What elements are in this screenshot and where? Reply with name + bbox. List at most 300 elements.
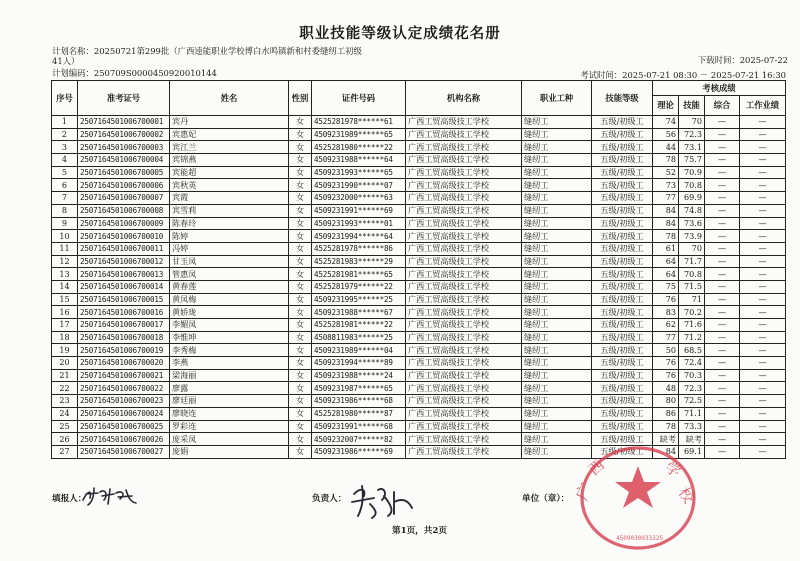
cell-occupation: 缝纫工 xyxy=(522,331,592,344)
cell-skill: 68.5 xyxy=(679,344,705,357)
cell-level: 五级/初级工 xyxy=(592,357,653,370)
cell-overall: — xyxy=(705,141,740,154)
cell-ticket: 2507164501006700022 xyxy=(78,382,170,395)
cell-id: 4509232007******82 xyxy=(312,433,406,446)
cell-skill: 74.8 xyxy=(679,204,705,217)
cell-level: 五级/初级工 xyxy=(592,166,653,179)
cell-work: — xyxy=(740,395,786,408)
cell-level: 五级/初级工 xyxy=(592,230,653,243)
cell-work: — xyxy=(740,179,786,192)
cell-ticket: 2507164501006700004 xyxy=(78,154,170,167)
cell-work: — xyxy=(740,319,786,332)
cell-ticket: 2507164501006700021 xyxy=(78,369,170,382)
header-overall: 综合 xyxy=(705,96,740,116)
cell-work: — xyxy=(740,141,786,154)
cell-id: 4509231991******69 xyxy=(312,204,406,217)
plan-code: 计划编码：250709S000045092001014​4 xyxy=(52,68,217,78)
cell-seq: 12 xyxy=(52,255,78,268)
cell-overall: — xyxy=(705,217,740,230)
cell-level: 五级/初级工 xyxy=(592,217,653,230)
header-theory: 理论 xyxy=(653,96,679,116)
cell-seq: 9 xyxy=(52,217,78,230)
cell-level: 五级/初级工 xyxy=(592,369,653,382)
cell-occupation: 缝纫工 xyxy=(522,293,592,306)
cell-skill: 70 xyxy=(679,242,705,255)
cell-seq: 13 xyxy=(52,268,78,281)
cell-id: 4509231987******65 xyxy=(312,382,406,395)
cell-name: 甘玉凤 xyxy=(170,255,289,268)
cell-org: 广西工贸高级技工学校 xyxy=(406,154,522,167)
cell-org: 广西工贸高级技工学校 xyxy=(406,166,522,179)
cell-ticket: 2507164501006700012 xyxy=(78,255,170,268)
cell-theory: 78 xyxy=(653,230,679,243)
cell-work: — xyxy=(740,420,786,433)
cell-work: — xyxy=(740,192,786,205)
cell-id: 4509231989******04 xyxy=(312,344,406,357)
responsible-label: 负责人： xyxy=(312,494,347,504)
cell-name: 李媚凤 xyxy=(170,319,289,332)
cell-org: 广西工贸高级技工学校 xyxy=(406,242,522,255)
cell-ticket: 2507164501006700006 xyxy=(78,179,170,192)
cell-name: 宾霞 xyxy=(170,192,289,205)
cell-skill: 70.2 xyxy=(679,306,705,319)
cell-gender: 女 xyxy=(289,268,312,281)
cell-ticket: 2507164501006700008 xyxy=(78,204,170,217)
cell-overall: — xyxy=(705,128,740,141)
cell-name: 冯婷 xyxy=(170,242,289,255)
table-row xyxy=(52,420,786,433)
header-gender: 性别 xyxy=(289,81,312,116)
cell-theory: 78 xyxy=(653,154,679,167)
cell-work: — xyxy=(740,217,786,230)
cell-level: 五级/初级工 xyxy=(592,255,653,268)
cell-theory: 50 xyxy=(653,344,679,357)
cell-name: 李惟坤 xyxy=(170,331,289,344)
cell-org: 广西工贸高级技工学校 xyxy=(406,141,522,154)
cell-level: 五级/初级工 xyxy=(592,382,653,395)
cell-theory: 56 xyxy=(653,128,679,141)
cell-gender: 女 xyxy=(289,217,312,230)
cell-id: 4509231986******69 xyxy=(312,445,406,458)
cell-overall: — xyxy=(705,344,740,357)
cell-occupation: 缝纫工 xyxy=(522,357,592,370)
cell-ticket: 2507164501006700013 xyxy=(78,268,170,281)
cell-occupation: 缝纫工 xyxy=(522,382,592,395)
cell-theory: 77 xyxy=(653,192,679,205)
cell-org: 广西工贸高级技工学校 xyxy=(406,445,522,458)
cell-id: 4525281978******86 xyxy=(312,242,406,255)
cell-work: — xyxy=(740,382,786,395)
table-row xyxy=(52,395,786,408)
header-skill: 技能 xyxy=(679,96,705,116)
cell-seq: 27 xyxy=(52,445,78,458)
table-row xyxy=(52,357,786,370)
cell-ticket: 2507164501006700007 xyxy=(78,192,170,205)
cell-occupation: 缝纫工 xyxy=(522,369,592,382)
header-name: 姓名 xyxy=(170,81,289,116)
cell-overall: — xyxy=(705,420,740,433)
cell-overall: — xyxy=(705,166,740,179)
header-level: 技能等级 xyxy=(592,81,653,116)
cell-gender: 女 xyxy=(289,116,312,129)
cell-ticket: 2507164501006700023 xyxy=(78,395,170,408)
cell-seq: 16 xyxy=(52,306,78,319)
cell-overall: — xyxy=(705,369,740,382)
header-occupation: 职业工种 xyxy=(522,81,592,116)
cell-name: 廖廷丽 xyxy=(170,395,289,408)
cell-theory: 62 xyxy=(653,319,679,332)
cell-seq: 24 xyxy=(52,407,78,420)
cell-seq: 15 xyxy=(52,293,78,306)
cell-skill: 71.6 xyxy=(679,319,705,332)
cell-occupation: 缝纫工 xyxy=(522,280,592,293)
cell-skill: 71.1 xyxy=(679,407,705,420)
cell-seq: 7 xyxy=(52,192,78,205)
official-seal-stamp xyxy=(572,440,702,550)
cell-occupation: 缝纫工 xyxy=(522,395,592,408)
table-row xyxy=(52,242,786,255)
table-row xyxy=(52,293,786,306)
cell-theory: 83 xyxy=(653,306,679,319)
cell-ticket: 2507164501006700020 xyxy=(78,357,170,370)
table-row xyxy=(52,154,786,167)
cell-name: 梁海丽 xyxy=(170,369,289,382)
header-org: 机构名称 xyxy=(406,81,522,116)
cell-work: — xyxy=(740,357,786,370)
cell-seq: 19 xyxy=(52,344,78,357)
cell-gender: 女 xyxy=(289,166,312,179)
cell-name: 李秀梅 xyxy=(170,344,289,357)
cell-theory: 52 xyxy=(653,166,679,179)
cell-work: — xyxy=(740,344,786,357)
cell-overall: — xyxy=(705,242,740,255)
cell-skill: 71.5 xyxy=(679,280,705,293)
cell-org: 广西工贸高级技工学校 xyxy=(406,331,522,344)
cell-overall: — xyxy=(705,357,740,370)
cell-occupation: 缝纫工 xyxy=(522,255,592,268)
cell-level: 五级/初级工 xyxy=(592,420,653,433)
cell-work: — xyxy=(740,445,786,458)
cell-seq: 23 xyxy=(52,395,78,408)
cell-id: 4525281983******29 xyxy=(312,255,406,268)
stamp-serial: 4509030033325 xyxy=(616,535,663,542)
cell-gender: 女 xyxy=(289,280,312,293)
table-row xyxy=(52,344,786,357)
cell-occupation: 缝纫工 xyxy=(522,306,592,319)
cell-gender: 女 xyxy=(289,382,312,395)
cell-work: — xyxy=(740,255,786,268)
cell-skill: 70.9 xyxy=(679,166,705,179)
cell-work: — xyxy=(740,433,786,446)
cell-name: 庞采凤 xyxy=(170,433,289,446)
cell-overall: — xyxy=(705,306,740,319)
cell-ticket: 2507164501006700002 xyxy=(78,128,170,141)
cell-skill: 72.5 xyxy=(679,395,705,408)
cell-seq: 14 xyxy=(52,280,78,293)
page-indicator: 第1页，共2页 xyxy=(392,526,447,536)
cell-ticket: 2507164501006700025 xyxy=(78,420,170,433)
table-row xyxy=(52,369,786,382)
cell-org: 广西工贸高级技工学校 xyxy=(406,230,522,243)
table-row xyxy=(52,382,786,395)
cell-seq: 3 xyxy=(52,141,78,154)
cell-skill: 73.3 xyxy=(679,420,705,433)
cell-gender: 女 xyxy=(289,179,312,192)
cell-id: 4508811983******25 xyxy=(312,331,406,344)
cell-overall: — xyxy=(705,395,740,408)
cell-overall: — xyxy=(705,154,740,167)
cell-ticket: 2507164501006700003 xyxy=(78,141,170,154)
exam-time: 考试时间：2025-07-21 08:30 － 2025-07-21 16:30 xyxy=(580,70,786,80)
cell-gender: 女 xyxy=(289,319,312,332)
cell-name: 黄娇珑 xyxy=(170,306,289,319)
cell-skill: 71.7 xyxy=(679,255,705,268)
table-row xyxy=(52,166,786,179)
cell-overall: — xyxy=(705,116,740,129)
cell-theory: 76 xyxy=(653,293,679,306)
cell-occupation: 缝纫工 xyxy=(522,242,592,255)
cell-level: 五级/初级工 xyxy=(592,331,653,344)
cell-ticket: 2507164501006700011 xyxy=(78,242,170,255)
cell-level: 五级/初级工 xyxy=(592,445,653,458)
cell-ticket: 2507164501006700009 xyxy=(78,217,170,230)
cell-ticket: 2507164501006700018 xyxy=(78,331,170,344)
cell-gender: 女 xyxy=(289,331,312,344)
cell-ticket: 2507164501006700019 xyxy=(78,344,170,357)
cell-seq: 26 xyxy=(52,433,78,446)
table-row xyxy=(52,230,786,243)
filler-signature xyxy=(80,484,140,508)
cell-ticket: 2507164501006700027 xyxy=(78,445,170,458)
cell-work: — xyxy=(740,166,786,179)
table-row xyxy=(52,141,786,154)
cell-name: 宾江兰 xyxy=(170,141,289,154)
header-ticket: 准考证号 xyxy=(78,81,170,116)
cell-id: 4525281980******22 xyxy=(312,141,406,154)
svg-text:校: 校 xyxy=(674,483,699,507)
cell-org: 广西工贸高级技工学校 xyxy=(406,433,522,446)
cell-theory: 76 xyxy=(653,369,679,382)
cell-gender: 女 xyxy=(289,255,312,268)
cell-work: — xyxy=(740,204,786,217)
cell-occupation: 缝纫工 xyxy=(522,192,592,205)
cell-seq: 10 xyxy=(52,230,78,243)
cell-id: 4509231988******67 xyxy=(312,306,406,319)
cell-name: 黄凤梅 xyxy=(170,293,289,306)
cell-level: 五级/初级工 xyxy=(592,319,653,332)
cell-org: 广西工贸高级技工学校 xyxy=(406,128,522,141)
cell-overall: — xyxy=(705,179,740,192)
cell-org: 广西工贸高级技工学校 xyxy=(406,344,522,357)
table-row xyxy=(52,255,786,268)
cell-id: 4509231991******68 xyxy=(312,420,406,433)
cell-name: 宾能超 xyxy=(170,166,289,179)
cell-work: — xyxy=(740,128,786,141)
table-row xyxy=(52,280,786,293)
cell-org: 广西工贸高级技工学校 xyxy=(406,407,522,420)
cell-level: 五级/初级工 xyxy=(592,242,653,255)
cell-org: 广西工贸高级技工学校 xyxy=(406,382,522,395)
cell-id: 4525281978******61 xyxy=(312,116,406,129)
cell-gender: 女 xyxy=(289,204,312,217)
cell-occupation: 缝纫工 xyxy=(522,344,592,357)
cell-id: 4509231990******07 xyxy=(312,179,406,192)
cell-occupation: 缝纫工 xyxy=(522,420,592,433)
cell-level: 五级/初级工 xyxy=(592,204,653,217)
header-seq: 序号 xyxy=(52,81,78,116)
cell-overall: — xyxy=(705,255,740,268)
cell-overall: — xyxy=(705,230,740,243)
cell-id: 4509231994******64 xyxy=(312,230,406,243)
cell-org: 广西工贸高级技工学校 xyxy=(406,293,522,306)
table-row xyxy=(52,319,786,332)
cell-seq: 5 xyxy=(52,166,78,179)
page-title: 职业技能等级认定成绩花名册 xyxy=(299,25,501,42)
cell-name: 李燕 xyxy=(170,357,289,370)
cell-seq: 8 xyxy=(52,204,78,217)
cell-seq: 17 xyxy=(52,319,78,332)
cell-name: 陈婷 xyxy=(170,230,289,243)
cell-theory: 74 xyxy=(653,116,679,129)
cell-level: 五级/初级工 xyxy=(592,407,653,420)
cell-theory: 64 xyxy=(653,268,679,281)
cell-occupation: 缝纫工 xyxy=(522,204,592,217)
cell-org: 广西工贸高级技工学校 xyxy=(406,306,522,319)
cell-gender: 女 xyxy=(289,141,312,154)
cell-theory: 44 xyxy=(653,141,679,154)
table-row xyxy=(52,192,786,205)
cell-occupation: 缝纫工 xyxy=(522,230,592,243)
cell-org: 广西工贸高级技工学校 xyxy=(406,255,522,268)
cell-ticket: 2507164501006700017 xyxy=(78,319,170,332)
cell-ticket: 2507164501006700016 xyxy=(78,306,170,319)
cell-gender: 女 xyxy=(289,407,312,420)
cell-org: 广西工贸高级技工学校 xyxy=(406,319,522,332)
cell-id: 4525281981******65 xyxy=(312,268,406,281)
svg-text:西: 西 xyxy=(585,455,609,480)
cell-org: 广西工贸高级技工学校 xyxy=(406,369,522,382)
cell-overall: — xyxy=(705,293,740,306)
cell-occupation: 缝纫工 xyxy=(522,141,592,154)
cell-gender: 女 xyxy=(289,433,312,446)
cell-ticket: 2507164501006700024 xyxy=(78,407,170,420)
cell-ticket: 2507164501006700026 xyxy=(78,433,170,446)
cell-org: 广西工贸高级技工学校 xyxy=(406,395,522,408)
filler-label: 填报人： xyxy=(52,494,87,504)
cell-theory: 77 xyxy=(653,331,679,344)
cell-gender: 女 xyxy=(289,445,312,458)
cell-overall: — xyxy=(705,407,740,420)
header-work: 工作业绩 xyxy=(740,96,786,116)
header-id: 证件号码 xyxy=(312,81,406,116)
cell-skill: 69.1 xyxy=(679,445,705,458)
cell-seq: 1 xyxy=(52,116,78,129)
table-row xyxy=(52,128,786,141)
cell-level: 五级/初级工 xyxy=(592,293,653,306)
cell-name: 庞娟 xyxy=(170,445,289,458)
cell-work: — xyxy=(740,280,786,293)
cell-level: 五级/初级工 xyxy=(592,154,653,167)
cell-level: 五级/初级工 xyxy=(592,306,653,319)
cell-org: 广西工贸高级技工学校 xyxy=(406,280,522,293)
cell-seq: 2 xyxy=(52,128,78,141)
cell-skill: 72.4 xyxy=(679,357,705,370)
cell-theory: 78 xyxy=(653,420,679,433)
cell-level: 五级/初级工 xyxy=(592,179,653,192)
cell-name: 罗彩连 xyxy=(170,420,289,433)
cell-id: 4525281981******22 xyxy=(312,319,406,332)
cell-seq: 6 xyxy=(52,179,78,192)
cell-occupation: 缝纫工 xyxy=(522,128,592,141)
cell-seq: 20 xyxy=(52,357,78,370)
cell-occupation: 缝纫工 xyxy=(522,179,592,192)
cell-work: — xyxy=(740,230,786,243)
cell-theory: 61 xyxy=(653,242,679,255)
cell-occupation: 缝纫工 xyxy=(522,116,592,129)
cell-name: 宾丹 xyxy=(170,116,289,129)
cell-occupation: 缝纫工 xyxy=(522,166,592,179)
cell-org: 广西工贸高级技工学校 xyxy=(406,204,522,217)
cell-gender: 女 xyxy=(289,242,312,255)
table-row xyxy=(52,204,786,217)
cell-overall: — xyxy=(705,445,740,458)
unit-stamp-label: 单位（章）： xyxy=(522,494,570,504)
cell-work: — xyxy=(740,369,786,382)
cell-org: 广西工贸高级技工学校 xyxy=(406,357,522,370)
cell-skill: 71.2 xyxy=(679,331,705,344)
cell-occupation: 缝纫工 xyxy=(522,445,592,458)
cell-gender: 女 xyxy=(289,395,312,408)
cell-overall: — xyxy=(705,319,740,332)
cell-level: 五级/初级工 xyxy=(592,344,653,357)
cell-occupation: 缝纫工 xyxy=(522,268,592,281)
cell-work: — xyxy=(740,306,786,319)
header-scores: 考核成绩 xyxy=(653,81,786,96)
cell-seq: 22 xyxy=(52,382,78,395)
cell-name: 黄春莲 xyxy=(170,280,289,293)
cell-skill: 70.3 xyxy=(679,369,705,382)
cell-skill: 缺考 xyxy=(679,433,705,446)
cell-occupation: 缝纫工 xyxy=(522,433,592,446)
cell-gender: 女 xyxy=(289,369,312,382)
cell-id: 4525281979******22 xyxy=(312,280,406,293)
cell-gender: 女 xyxy=(289,293,312,306)
table-row xyxy=(52,331,786,344)
cell-id: 4525281980******87 xyxy=(312,407,406,420)
cell-id: 4509231989******65 xyxy=(312,128,406,141)
cell-work: — xyxy=(740,293,786,306)
cell-skill: 69.9 xyxy=(679,192,705,205)
cell-overall: — xyxy=(705,268,740,281)
cell-skill: 72.3 xyxy=(679,128,705,141)
cell-id: 4509231988******64 xyxy=(312,154,406,167)
cell-skill: 73.6 xyxy=(679,217,705,230)
cell-gender: 女 xyxy=(289,420,312,433)
cell-skill: 70 xyxy=(679,116,705,129)
table-row xyxy=(52,217,786,230)
table-row xyxy=(52,306,786,319)
cell-gender: 女 xyxy=(289,192,312,205)
cell-skill: 71 xyxy=(679,293,705,306)
score-roster-table xyxy=(51,80,786,459)
cell-work: — xyxy=(740,154,786,167)
cell-theory: 73 xyxy=(653,179,679,192)
cell-occupation: 缝纫工 xyxy=(522,217,592,230)
cell-org: 广西工贸高级技工学校 xyxy=(406,179,522,192)
cell-theory: 75 xyxy=(653,280,679,293)
cell-occupation: 缝纫工 xyxy=(522,319,592,332)
cell-work: — xyxy=(740,116,786,129)
